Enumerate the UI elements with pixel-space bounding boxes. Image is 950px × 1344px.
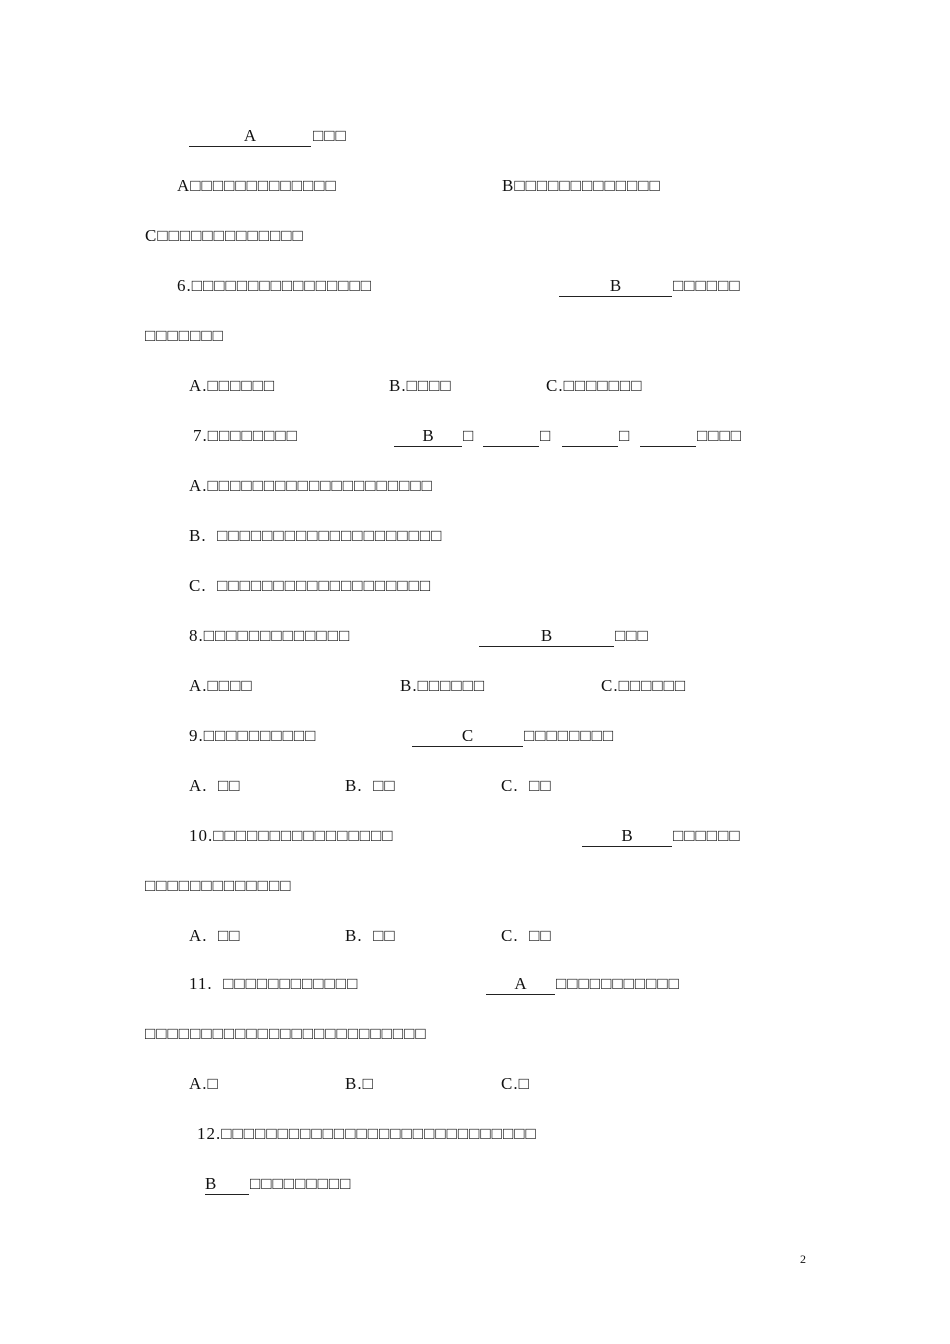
- option-b: B. □□: [345, 926, 396, 945]
- answer-text: A: [514, 974, 527, 993]
- option-c: C□□□□□□□□□□□□□: [145, 226, 304, 245]
- text-line: □□□□□□□□□□□□□: [145, 876, 292, 895]
- option-b: B□□□□□□□□□□□□□: [502, 176, 661, 195]
- text-line: □□□□□□□: [145, 326, 224, 345]
- question-7: 7.□□□□□□□□: [193, 426, 298, 445]
- separator: □: [463, 426, 475, 445]
- question-10: 10.□□□□□□□□□□□□□□□□: [189, 826, 394, 845]
- answer-blank-q7-2: [483, 426, 539, 447]
- answer-blank-a1: [189, 126, 311, 147]
- answer-text: A: [243, 126, 257, 145]
- separator: □: [540, 426, 552, 445]
- question-12: 12.□□□□□□□□□□□□□□□□□□□□□□□□□□□□: [197, 1124, 537, 1143]
- question-8: 8.□□□□□□□□□□□□□: [189, 626, 351, 645]
- option-c: C. □□: [501, 926, 552, 945]
- answer-blank-q9: [412, 726, 523, 747]
- answer-blank-q6: [559, 276, 672, 297]
- option-b: B.□: [345, 1074, 374, 1093]
- text-line: □□□□: [697, 426, 743, 445]
- answer-text: B: [540, 626, 553, 645]
- option-c: C.□: [501, 1074, 530, 1093]
- question-9: 9.□□□□□□□□□□: [189, 726, 317, 745]
- page-number: 2: [800, 1252, 806, 1266]
- option-b: B.□□□□: [389, 376, 452, 395]
- option-b: B. □□: [345, 776, 396, 795]
- text-line: □□□□□□: [673, 276, 741, 295]
- option-c: C. □□□□□□□□□□□□□□□□□□□: [189, 576, 432, 595]
- answer-text: C: [461, 726, 474, 745]
- text-line: □□□□□□: [673, 826, 741, 845]
- separator: □: [619, 426, 631, 445]
- option-b: B. □□□□□□□□□□□□□□□□□□□□: [189, 526, 443, 545]
- text-line: □□□□□□□□: [524, 726, 615, 745]
- option-a: A.□□□□□□□□□□□□□□□□□□□□: [189, 476, 433, 495]
- answer-text: B: [609, 276, 622, 295]
- option-c: C.□□□□□□□: [546, 376, 643, 395]
- option-b: B.□□□□□□: [400, 676, 486, 695]
- option-a: A. □□: [189, 776, 241, 795]
- answer-text: B: [205, 1174, 217, 1193]
- answer-blank-q10: [582, 826, 672, 847]
- answer-text: B: [422, 426, 434, 445]
- option-a: A.□: [189, 1074, 219, 1093]
- answer-blank-q7-4: [640, 426, 696, 447]
- text-line: □□□□□□□□□: [250, 1174, 352, 1193]
- text-line: □□□□□□□□□□□□□□□□□□□□□□□□□: [145, 1024, 427, 1043]
- answer-blank-q12: [205, 1174, 249, 1195]
- option-c: C. □□: [501, 776, 552, 795]
- text-line: □□□: [615, 626, 649, 645]
- option-a: A□□□□□□□□□□□□□: [177, 176, 337, 195]
- question-11: 11. □□□□□□□□□□□□: [189, 974, 359, 993]
- option-a: A. □□: [189, 926, 241, 945]
- question-6: 6.□□□□□□□□□□□□□□□□: [177, 276, 373, 295]
- answer-blank-q7-1: [394, 426, 462, 447]
- answer-blank-q11: [486, 974, 555, 995]
- option-a: A.□□□□: [189, 676, 253, 695]
- text-line: □□□□□□□□□□□: [556, 974, 680, 993]
- answer-text: B: [621, 826, 633, 845]
- option-c: C.□□□□□□: [601, 676, 687, 695]
- answer-blank-q8: [479, 626, 614, 647]
- answer-blank-q7-3: [562, 426, 618, 447]
- option-a: A.□□□□□□: [189, 376, 276, 395]
- text-line: □□□: [313, 126, 347, 145]
